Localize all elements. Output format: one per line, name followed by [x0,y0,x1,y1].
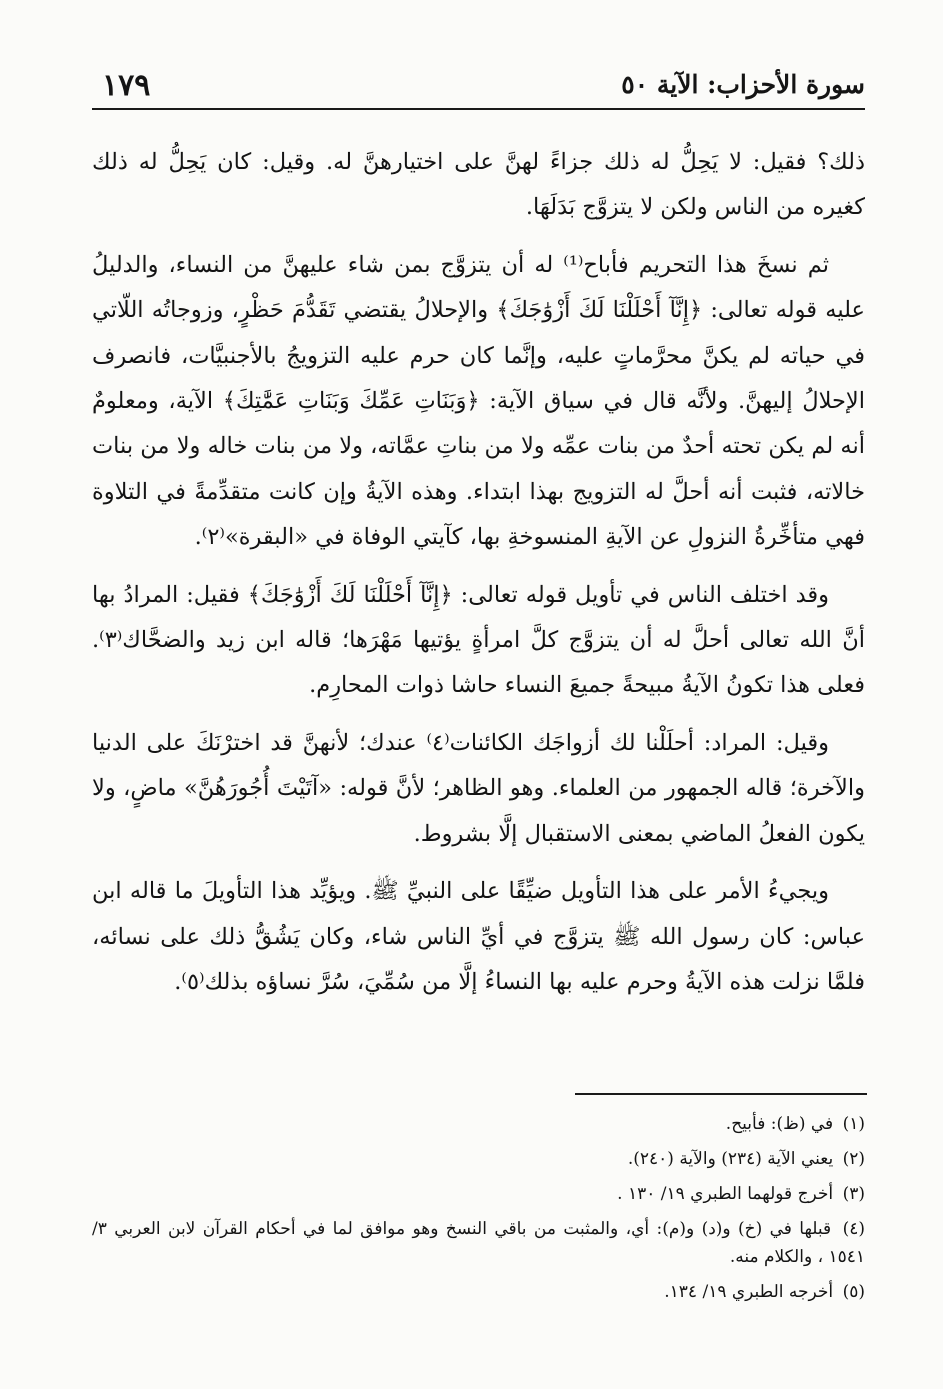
paragraph: ذلك؟ فقيل: لا يَحِلُّ له ذلك جزاءً لهنَّ على اختيارهنَّ له. وقيل: كان يَحِلُّ له ذلك كغيره من الناس ولكن لا يتزوَّج بَدَلَهَا. [92,149,865,221]
footnote [92,1110,865,1138]
footnote-text: قبلها في (خ) و(د) و(م): أي، والمثبت من باقي النسخ وهو موافق لما في أحكام القرآن لابن العربي ٣/ ١٥٤١ ، والكلام منه. [92,1219,865,1267]
footnote [92,1145,865,1173]
footnote [92,1180,865,1208]
running-title: سورة الأحزاب: الآية ٥٠ [621,70,865,99]
page-number: ١٧٩ [102,68,151,103]
paragraph: ثم نسخَ هذا التحريم فأباح⁽¹⁾ له أن يتزوَّج بمن شاء عليهنَّ من النساء، والدليلُ عليه قوله تعالى: ﴿إِنَّآ أَحْلَلْنَا لَكَ أَزْوَٰجَكَ﴾ والإحلالُ يقتضي تَقَدُّمَ حَظْرٍ، وزوجاتُه اللّاتي في حياته لم يكنَّ محرَّماتٍ عليه، وإنَّما كان حرم عليه التزويجُ بالأجنبيَّات، فانصرف الإحلالُ إليهنَّ. ولأنَّه قال في سياق الآية: ﴿وَبَنَاتِ عَمِّكَ وَبَنَاتِ عَمَّٰتِكَ﴾ الآية، ومعلومٌ أنه لم يكن تحته أحدٌ من بنات عمِّه ولا من بناتِ عمَّاته، ولا من بنات خاله ولا من بنات خالاته، فثبت أنه أحلَّ له التزويج بهذا ابتداء. وهذه الآيةُ وإن كانت متقدِّمةً في التلاوة فهي متأخِّرةُ النزولِ عن الآيةِ المنسوخةِ بها، كآيتي الوفاة في «البقرة»⁽٢⁾. [92,251,865,551]
footnote-number: (١) [842,1114,865,1134]
footnote-text: يعني الآية (٢٣٤) والآية (٢٤٠). [627,1149,834,1169]
footnote [92,1215,865,1271]
footnote-number: (٥) [842,1282,865,1302]
main-text [92,140,865,1017]
footnotes [92,1110,865,1313]
footnote [92,1278,865,1306]
paragraph: وقيل: المراد: أحلَلْنا لك أزواجَك الكائنات⁽٤⁾ عندك؛ لأنهنَّ قد اخترْنَكَ على الدنيا والآخرة؛ قاله الجمهور من العلماء. وهو الظاهر؛ لأنَّ قوله: «آتَيْتَ أُجُورَهُنَّ» ماضٍ، ولا يكون الفعلُ الماضي بمعنى الاستقبال إلَّا بشروط. [92,729,865,847]
paragraph: ويجيءُ الأمر على هذا التأويل ضيِّقًا على النبيِّ ﷺ. ويؤيِّد هذا التأويلَ ما قاله ابن عباس: كان رسول الله ﷺ يتزوَّج في أيِّ الناس شاء، وكان يَشُقُّ ذلك على نسائه، فلمَّا نزلت هذه الآيةُ وحرم عليه بها النساءُ إلَّا من سُمِّيَ، سُرَّ نساؤه بذلك⁽٥⁾. [92,878,865,995]
footnote-number: (٤) [842,1219,866,1239]
footnote-number: (٣) [842,1184,865,1204]
footnote-number: (٢) [842,1149,865,1169]
footnote-text: أخرجه الطبري ١٩/ ١٣٤. [664,1282,834,1302]
page-header [92,56,865,110]
footnote-divider [575,1093,867,1095]
footnote-text: في (ظ): فأبيح. [725,1114,834,1134]
footnote-text: أخرج قولهما الطبري ١٩/ ١٣٠ . [617,1184,834,1204]
paragraph: وقد اختلف الناس في تأويل قوله تعالى: ﴿إِنَّآ أَحْلَلْنَا لَكَ أَزْوَٰجَكَ﴾ فقيل: المرادُ بها أنَّ الله تعالى أحلَّ له أن يتزوَّج كلَّ امرأةٍ يؤتيها مَهْرَها؛ قاله ابن زيد والضحَّاك⁽٣⁾. فعلى هذا تكونُ الآيةُ مبيحةً جميعَ النساء حاشا ذوات المحارِم. [92,581,865,699]
